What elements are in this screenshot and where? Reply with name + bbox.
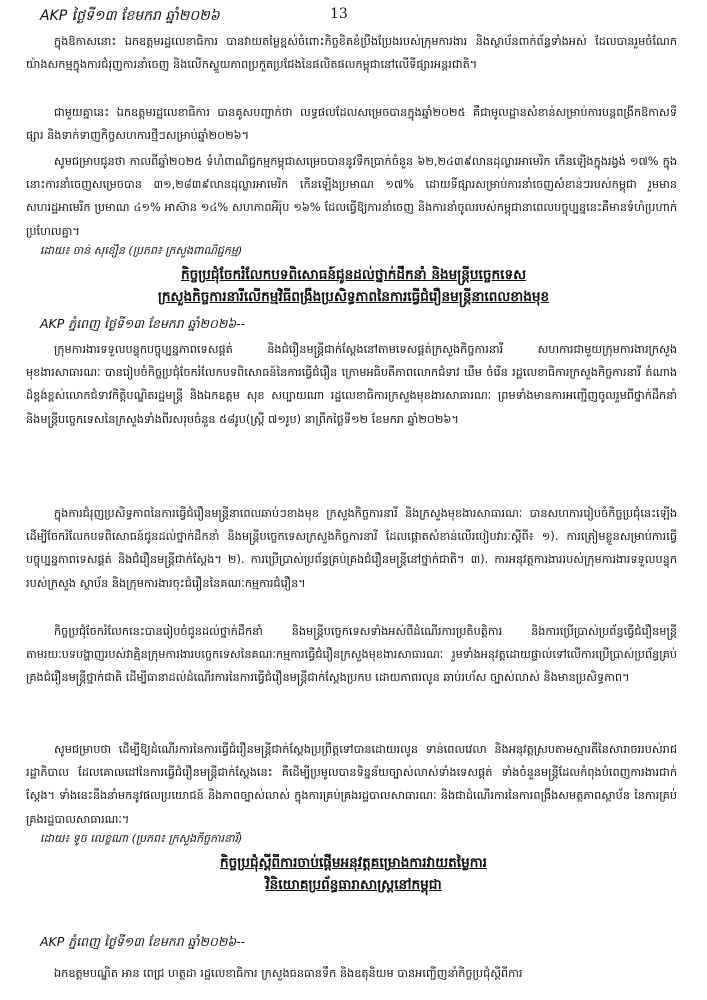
- article1-paragraph-2: ជាមួយគ្នានេះ ឯកឧត្តមរដ្ឋលេខាធិការ បានគូសបញ្ជាក់ថា លទ្ធផលដែលសម្រេចបានក្នុងឆ្នាំ២០២៥ គឺជាមូលដ្ឋានសំខាន់សម្រាប់ការបន្តពង្រីកឱកាសទីផ្សារ និងទាក់ទាញកិច្ចសហការថ្មីៗសម្រាប់ឆ្នាំ២០២៦។: [26, 106, 677, 143]
- article1-byline: ដោយ៖ ចាន់ សុខឿន (ប្រភព៖ ក្រសួងពាណិជ្ជកម្ម): [40, 244, 243, 257]
- article3-paragraph-1: ឯកឧត្តមបណ្ឌិត អាន ពេជ្រ ហត្ថដា រដ្ឋលេខាធិការ ក្រសួងធនធានទឹក និងឧតុនិយម បានអញ្ជើញនាំកិច្ចប្រជុំស្តីពីការ: [54, 967, 523, 980]
- article1-paragraph-3: សូមជម្រាបជូនថា កាលពីឆ្នាំ២០២៥ ទំហំពាណិជ្ជកម្មកម្ពុជាសម្រេចបាននូវទឹកប្រាក់ចំនួន ៦២,២៤៣៩លានដុល្លារអាមេរិក កើនឡើងក្នុងរង្វង់ ១៧% ក្នុងនោះការនាំចេញសម្រេចបាន ៣១,២៨៣៩លានដុល្លារអាមេរិក កើនឡើងប្រមាណ ១៧% ដោយទីផ្សារសម្រាប់ការនាំចេញសំខាន់ៗរបស់កម្ពុជា រួមមាន សហរដ្ឋអាមេរិក ប្រមាណ ៤១% អាស៊ាន ១៤% សហភាពអឺរ៉ុប ១៦% ដែលធ្វើឱ្យការនាំចេញ និងការនាំចូលរបស់កម្ពុជានាពេលបច្ចុប្បន្ននេះគឺមានទំហំប្រហាក់ប្រហែលគ្នា។: [26, 155, 677, 238]
- article2-byline: ដោយ៖ ទូច លេខ្ខណា (ប្រភព៖ ក្រសួងកិច្ចការនារី): [40, 832, 243, 845]
- article3-headline-line-2: វិនិយោគប្រព័ន្ធធារាសាស្ត្រនៅកម្ពុជា: [265, 877, 442, 893]
- article2-paragraph-3: កិច្ចប្រជុំចែករំលែកនេះបានរៀបចំជូនដល់ថ្នាក់ដឹកនាំ និងមន្ត្រីបច្ចេកទេសទាំងអស់ពីដំណើរការប្រតិបត្តិការ និងការប្រើប្រាស់ប្រព័ន្ធធ្វើជំរឿនមន្ត្រី តាមរយៈបទបង្ហាញរបស់វាគ្មិនក្រុមការងារបច្ចេកទេសនៃគណៈកម្មការធ្វើជំរឿនក្រសួងមុខងារសាធារណៈ រួមទាំងអនុវត្តដោយផ្ទាល់ទៅលើការប្រើប្រាស់ប្រព័ន្ធគ្រប់គ្រងជំរឿនមន្ត្រីថ្នាក់ជាតិ ដើម្បីធានាដល់ដំណើរការនៃការធ្វើជំរឿនមន្ត្រីជាក់ស្តែងប្រកប ដោយភាពរលូន ឆាប់រហ័ស ច្បាស់លាស់ និងមានប្រសិទ្ធភាព។: [26, 625, 677, 685]
- article2-headline-line-1: កិច្ចប្រជុំចែករំលែកបទពិសោធន៍ជូនដល់ថ្នាក់ដឹកនាំ និងមន្ត្រីបច្ចេកទេស: [180, 267, 527, 283]
- article2-dateline: AKP ភ្នំពេញ ថ្ងៃទី១៣ ខែមករា ឆ្នាំ២០២៦--: [40, 316, 246, 331]
- page-header: [40, 6, 667, 26]
- article2-paragraph-1: ក្រុមការងារទទួលបន្ទុកបច្ចុប្បន្នភាពទេសផ្គត់ និងជំរឿនមន្ត្រីជាក់ស្តែងនៅតាមទេសផ្គត់ក្រសួងកិច្ចការនារី សហការជាមួយក្រុមការងារក្រសួងមុខងារសាធារណៈ បានរៀបចំកិច្ចប្រជុំចែករំលែកបទពិសោធន៍នៃការធ្វើជំរឿន ក្រោមអធិបតីភាពលោកជំទាវ ឃឹម ចំរើន រដ្ឋលេខាធិការក្រសួងកិច្ចការនារី តំណាងដ៏ខ្ពង់ខ្ពស់លោកជំទាវកិត្តិបណ្ឌិតរដ្ឋមន្ត្រី និងឯកឧត្តម សុខ សប្បាយណា រដ្ឋលេខាធិការក្រសួងមុខងារសាធារណៈ ព្រមទាំងមានការអញ្ជើញចូលរួមពីថ្នាក់ដឹកនាំ និងមន្ត្រីបច្ចេកទេសនៃក្រសួងទាំងពីរសរុបចំនួន ៥៨រូប(ស្ត្រី ៧១រូប) នាព្រឹកថ្ងៃទី១២ ខែមករា ឆ្នាំ២០២៦។: [26, 343, 677, 426]
- article1-paragraph-1: ក្នុងឱកាសនោះ ឯកឧត្តមរដ្ឋលេខាធិការ បានវាយតម្លៃខ្ពស់ចំពោះកិច្ចខិតខំប្រឹងប្រែងរបស់ក្រុមការងារ និងស្ថាប័នពាក់ព័ន្ធទាំងអស់ ដែលបានរួមចំណែកយ៉ាងសកម្មក្នុងការជំរុញការនាំចេញ និងលើកស្ទួយភាពប្រកួតប្រជែងនៃផលិតផលកម្ពុជានៅលើទីផ្សារអន្តរជាតិ។: [26, 35, 677, 72]
- page-number: 13: [330, 6, 348, 22]
- article2-paragraph-2: ក្នុងការជំរុញប្រសិទ្ធភាពនៃការធ្វើជំរឿនមន្ត្រីនាពេលឆាប់ៗខាងមុខ ក្រសួងកិច្ចការនារី និងក្រសួងមុខងារសាធារណៈ បានសហការរៀបចំកិច្ចប្រជុំនេះឡើងដើម្បីចែករំលែកបទពិសោធន៍ជូនដល់ថ្នាក់ដឹកនាំ និងមន្ត្រីបច្ចេកទេសក្រសួងកិច្ចការនារី ដែលផ្តោតសំខាន់លើរបៀបវារៈស្តីពី៖ ១). ការត្រៀមខ្លួនសម្រាប់ការធ្វើបច្ចុប្បន្នភាពទេសផ្គត់ និងជំរឿនមន្ត្រីជាក់ស្តែង។ ២). ការប្រើប្រាស់ប្រព័ន្ធគ្រប់គ្រងជំរឿនមន្ត្រីនៅថ្នាក់ជាតិ។ ៣). ការអនុវត្តការងាររបស់ក្រុមការងារទទួលបន្ទុករបស់ក្រសួង ស្ថាប័ន និងក្រុមការងារចុះជំរឿននៃគណៈកម្មការជំរឿន។: [26, 507, 677, 590]
- article3-headline: [20, 852, 687, 898]
- article2-paragraph-4: សូមជម្រាបថា ដើម្បីឱ្យដំណើរការនៃការធ្វើជំរឿនមន្ត្រីជាក់ស្តែងប្រព្រឹត្តទៅបានដោយរលូន ទាន់ពេលវេលា និងអនុវត្តស្របតាមស្មារតីនៃសារាចររបស់រាជរដ្ឋាភិបាល ដែលគោលដៅនៃការធ្វើជំរឿនមន្ត្រីជាក់ស្តែងនេះ គឺដើម្បីប្រមូលបានទិន្នន័យច្បាស់លាស់ទាំងទេសផ្គត់ ទាំងចំនួនមន្ត្រីដែលកំពុងបំពេញការងារជាក់ស្តែង។ ទាំងនេះនឹងនាំមកនូវផលប្រយោជន៍ និងភាពច្បាស់លាស់ ក្នុងការគ្រប់គ្រងរដ្ឋបាលសាធារណៈ និងជាដំណើរការនៃការពង្រឹងសមត្ថភាពស្ថាប័ន នៃការគ្រប់គ្រងរដ្ឋបាលសាធារណៈ។: [26, 743, 677, 826]
- header-date: AKP ថ្ងៃទី១៣ ខែមករា ឆ្នាំ២០២៦: [40, 8, 220, 24]
- article3-headline-line-1: កិច្ចប្រជុំស្តីពីការចាប់ផ្តើមអនុវត្តគម្រោងការវាយតម្លៃការ: [220, 855, 487, 871]
- article2-headline: [20, 264, 687, 310]
- article2-headline-line-2: ក្រសួងកិច្ចការនារីលើកម្មវិធីពង្រឹងប្រសិទ្ធភាពនៃការធ្វើជំរឿនមន្ត្រីនាពេលខាងមុខ: [157, 289, 550, 305]
- article3-dateline: AKP ភ្នំពេញ ថ្ងៃទី១៣ ខែមករា ឆ្នាំ២០២៦--: [40, 934, 246, 949]
